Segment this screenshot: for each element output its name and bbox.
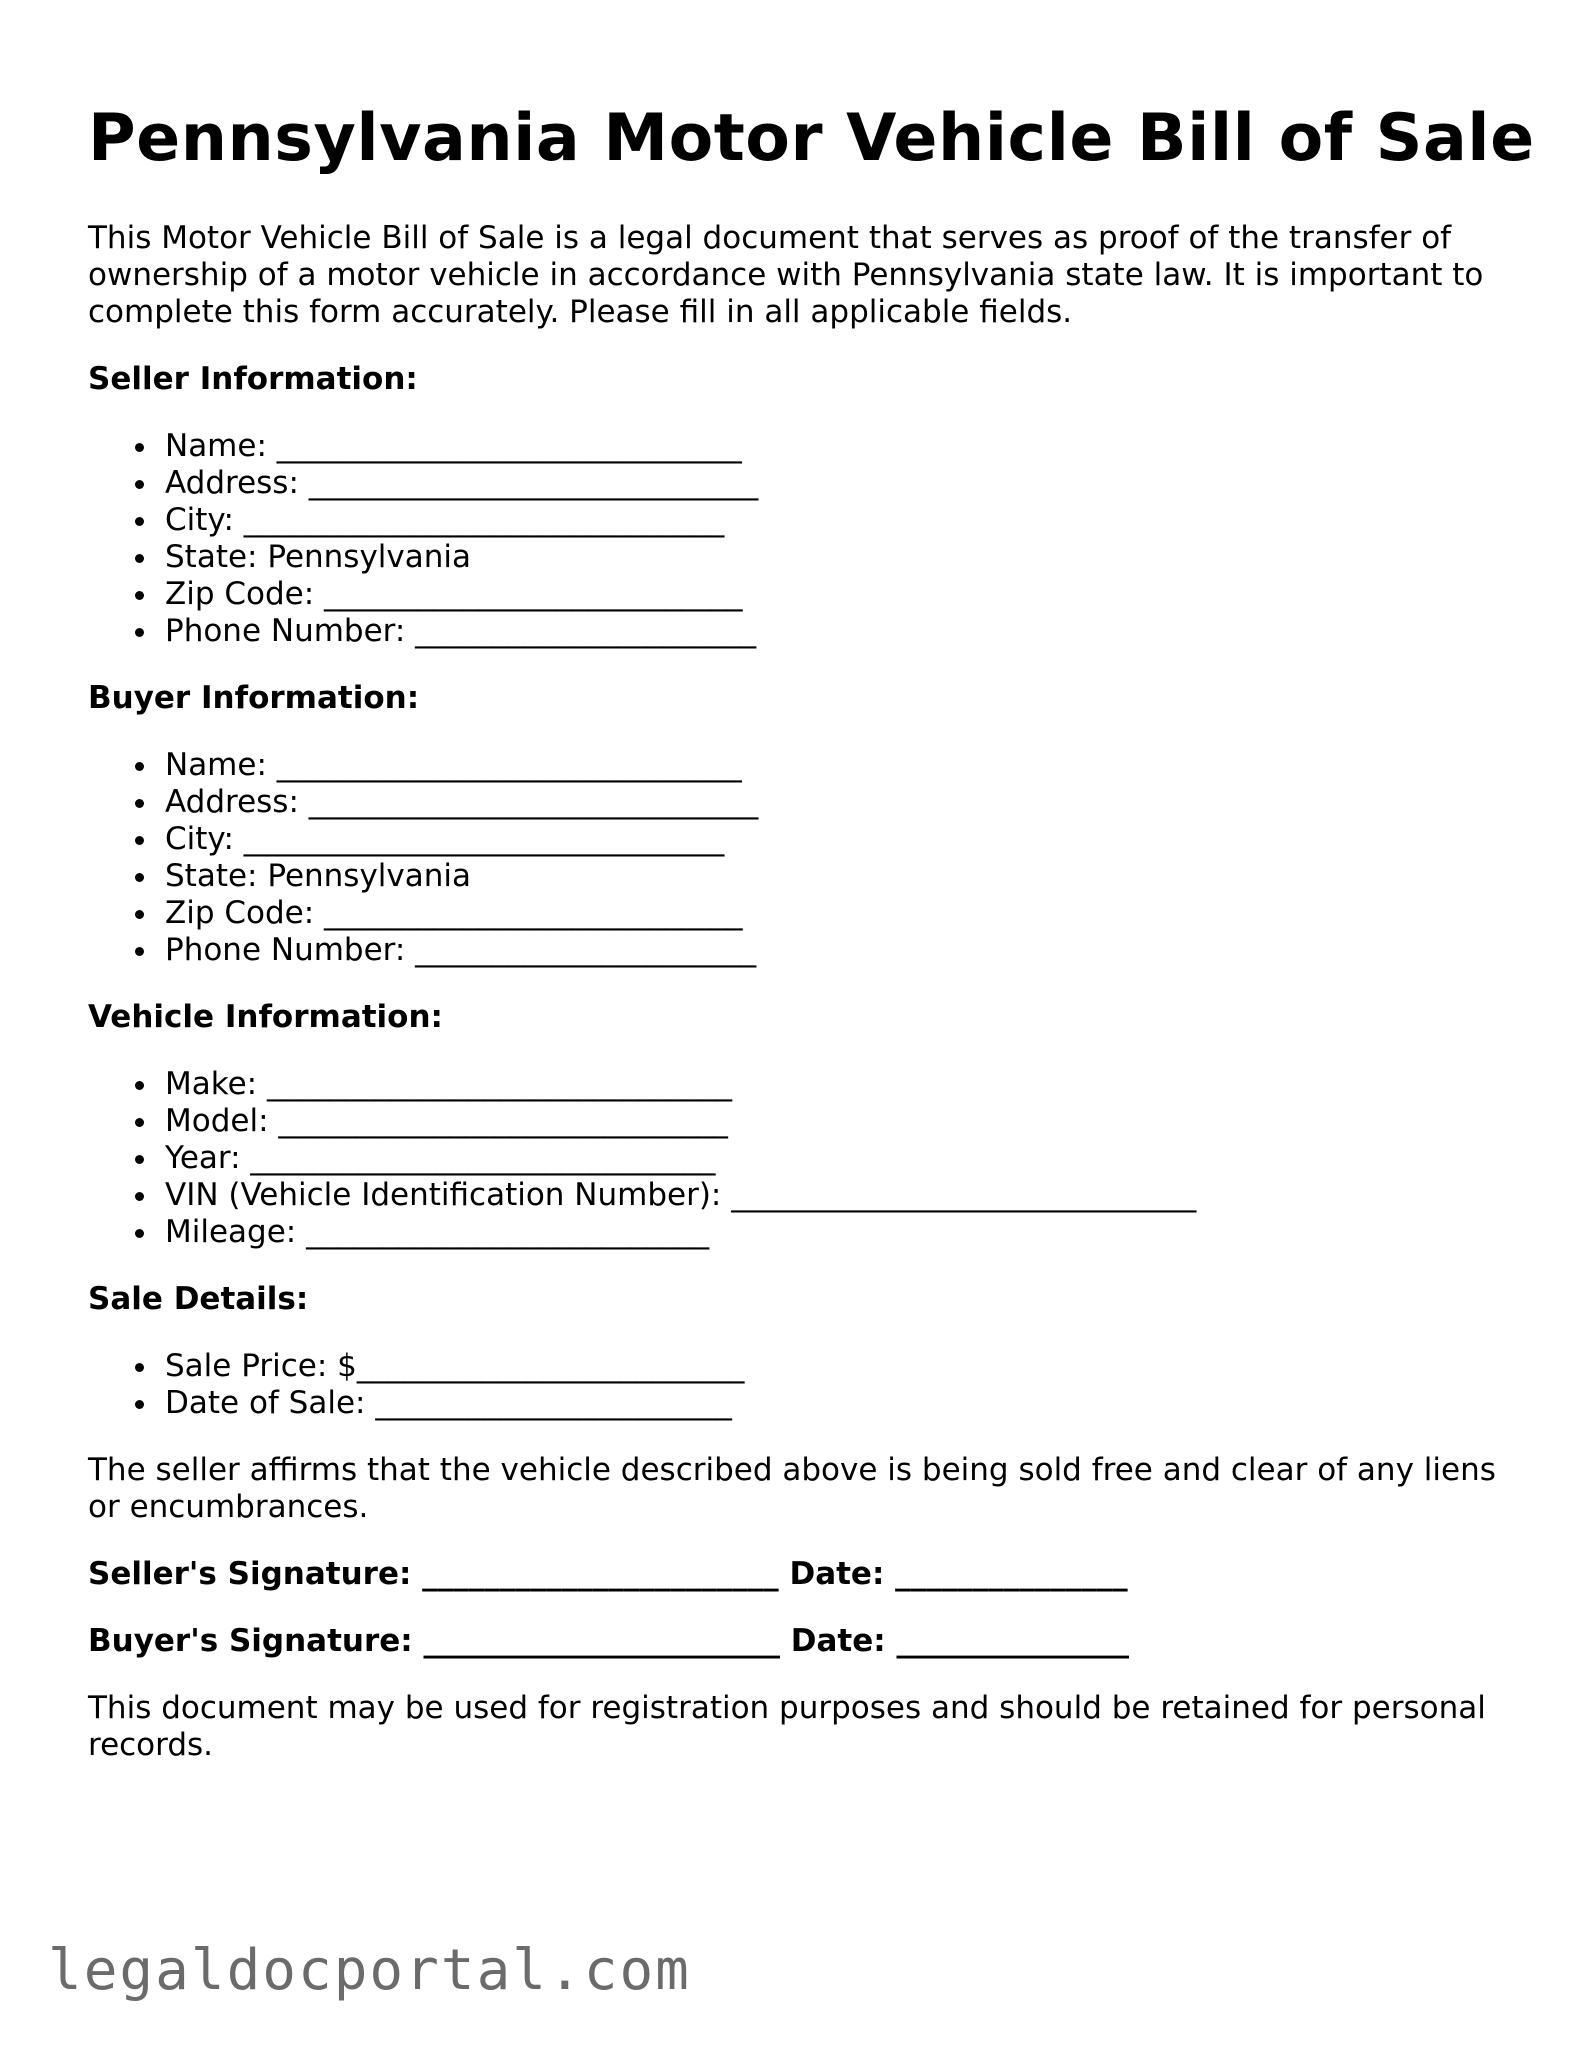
document-page [88,100,1535,1794]
vehicle-year-field: Year: ______________________________ [165,1140,1528,1177]
seller-signature-line: Seller's Signature: _______________________ Date: _______________ [88,1556,1128,1592]
buyer-heading: Buyer Information: [88,680,420,716]
buyer-zip-field: Zip Code: ___________________________ [165,895,1528,932]
affirmation-paragraph: The seller affirms that the vehicle described above is being sold free and clear of any liens or encumbrances. [88,1452,1496,1525]
seller-heading: Seller Information: [88,361,418,397]
sale-price-field: Sale Price: $_________________________ [165,1348,1528,1385]
buyer-state-field: State: Pennsylvania [165,858,1528,895]
vehicle-model-field: Model: _____________________________ [165,1103,1528,1140]
intro-paragraph: This Motor Vehicle Bill of Sale is a legal document that serves as proof of the transfer of ownership of a motor vehicle in accordance with Pennsylvania state law. It is important to complete this form accurately. Please fill in all applicable fields. [88,220,1484,330]
seller-field-list [88,428,1528,650]
seller-city-field: City: _______________________________ [165,502,1528,539]
vehicle-heading: Vehicle Information: [88,999,443,1035]
closing-paragraph: This document may be used for registration purposes and should be retained for personal records. [88,1690,1486,1763]
watermark-logo: legaldocportal.com [48,1938,691,2003]
vehicle-mileage-field: Mileage: __________________________ [165,1214,1528,1251]
buyer-address-field: Address: _____________________________ [165,784,1528,821]
seller-address-field: Address: _____________________________ [165,465,1528,502]
buyer-city-field: City: _______________________________ [165,821,1528,858]
vehicle-field-list [88,1066,1528,1251]
vehicle-make-field: Make: ______________________________ [165,1066,1528,1103]
vehicle-vin-field: VIN (Vehicle Identification Number): ______________________________ [165,1177,1528,1214]
buyer-signature-line: Buyer's Signature: _______________________ Date: _______________ [88,1623,1129,1659]
document-title: Pennsylvania Motor Vehicle Bill of Sale [88,101,1535,176]
buyer-name-field: Name: ______________________________ [165,747,1528,784]
seller-state-field: State: Pennsylvania [165,539,1528,576]
buyer-field-list [88,747,1528,969]
buyer-phone-field: Phone Number: ______________________ [165,932,1528,969]
seller-phone-field: Phone Number: ______________________ [165,613,1528,650]
sale-date-field: Date of Sale: _______________________ [165,1385,1528,1422]
sale-field-list [88,1348,1528,1422]
seller-zip-field: Zip Code: ___________________________ [165,576,1528,613]
sale-heading: Sale Details: [88,1281,309,1317]
seller-name-field: Name: ______________________________ [165,428,1528,465]
